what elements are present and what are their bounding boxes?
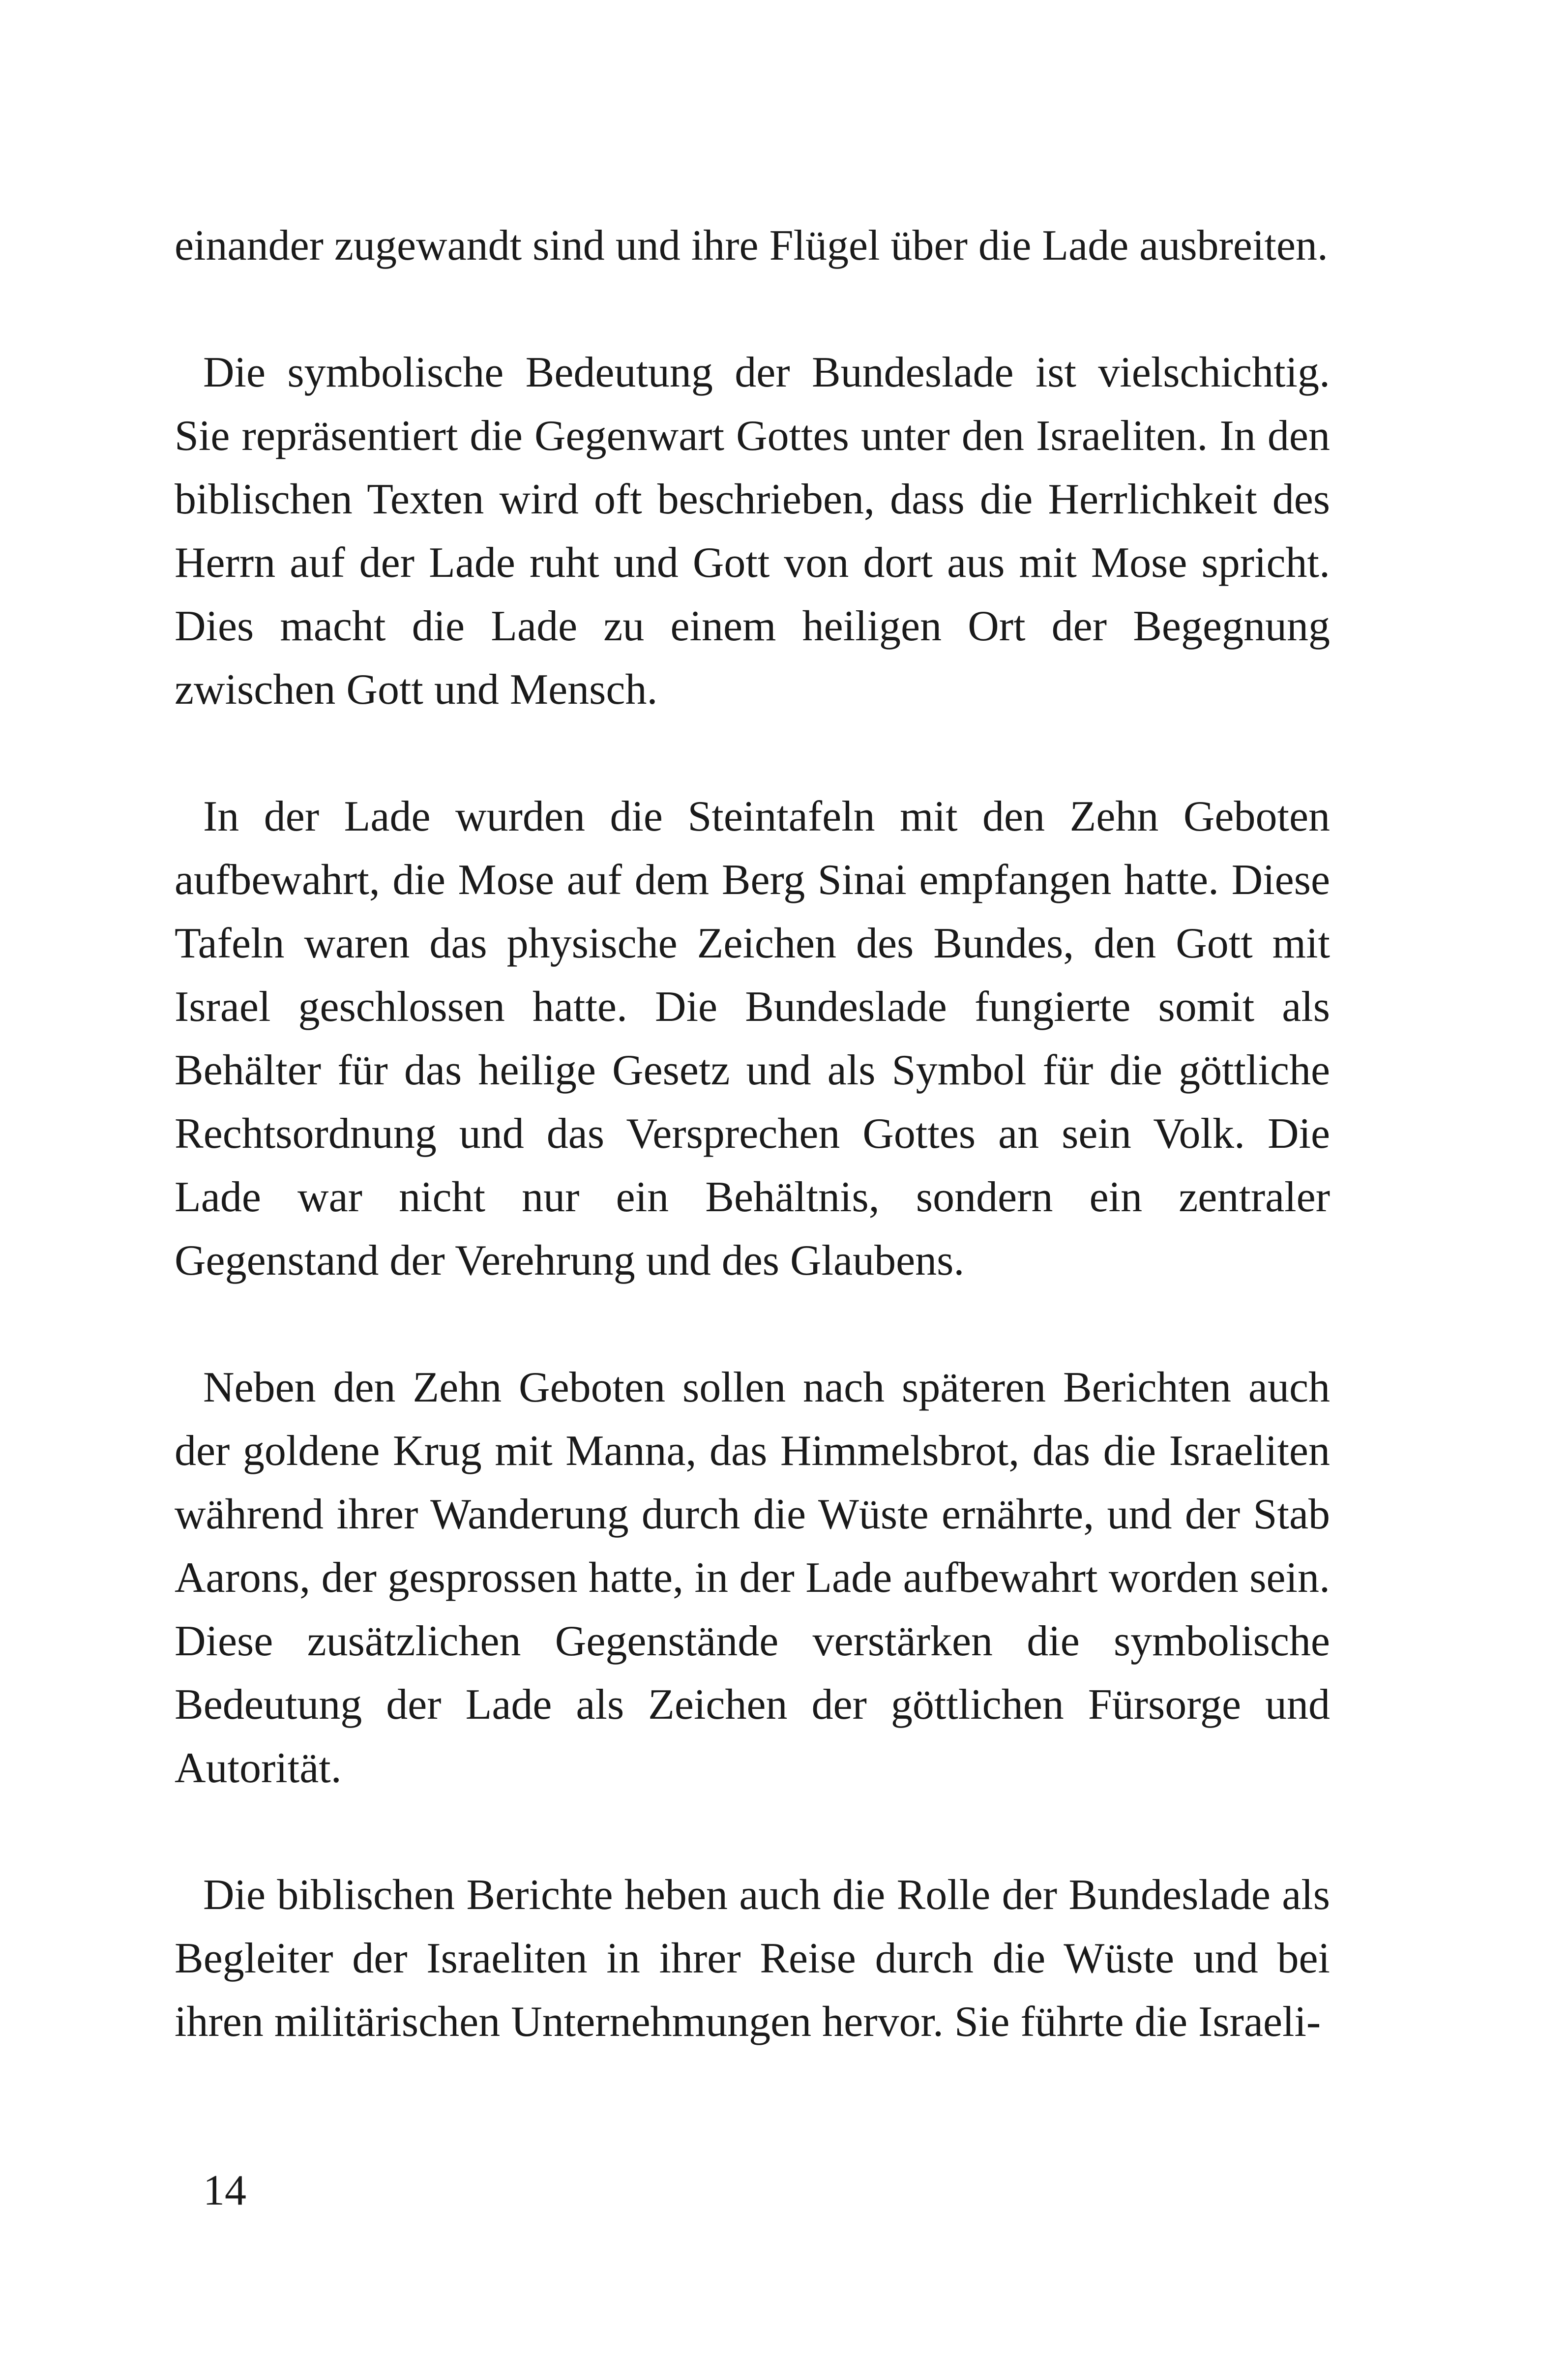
paragraph-symbolic-meaning: Die symbolische Bedeutung der Bundeslade ist vielschichtig. Sie repräsentiert die Gegenwart Gottes unter den Israeliten. In den biblischen Texten wird oft beschrieben, dass die Herrlichkeit des Herrn auf der Lade ruht und Gott von dort aus mit Mose spricht. Dies macht die Lade zu einem heiligen Ort der Begegnung zwischen Gott und Mensch. [175,349,1330,714]
paragraph-biblical-reports: Die biblischen Berichte heben auch die Rolle der Bundeslade als Begleiter der Israeliten in ihrer Reise durch die Wüste und bei ihren militärischen Unternehmungen hervor. Sie führte die Israeli- [175,1871,1330,2046]
paragraph-continuation: einander zugewandt sind und ihre Flügel über die Lade ausbreiten. [175,222,1328,269]
paragraph-manna-staff: Neben den Zehn Geboten sollen nach späteren Berichten auch der goldene Krug mit Manna, das Himmelsbrot, das die Israeliten während ihrer Wanderung durch die Wüste ernährte, und der Stab Aarons, der gesprossen hatte, in der Lade aufbewahrt worden sein. Diese zusätzlichen Gegenstände verstärken die symbolische Bedeutung der Lade als Zeichen der göttlichen Fürsorge und Autorität. [175,1364,1330,1792]
page-number: 14 [203,2167,246,2214]
paragraph-stone-tablets: In der Lade wurden die Steintafeln mit den Zehn Geboten aufbewahrt, die Mose auf dem Berg Sinai empfangen hatte. Diese Tafeln waren das physische Zeichen des Bundes, den Gott mit Israel geschlossen hatte. Die Bundeslade fungierte somit als Behälter für das heilige Gesetz und als Symbol für die göttliche Rechtsordnung und das Versprechen Gottes an sein Volk. Die Lade war nicht nur ein Behältnis, sondern ein zentraler Gegenstand der Verehrung und des Glaubens. [175,793,1330,1284]
body-text [175,214,1330,2117]
